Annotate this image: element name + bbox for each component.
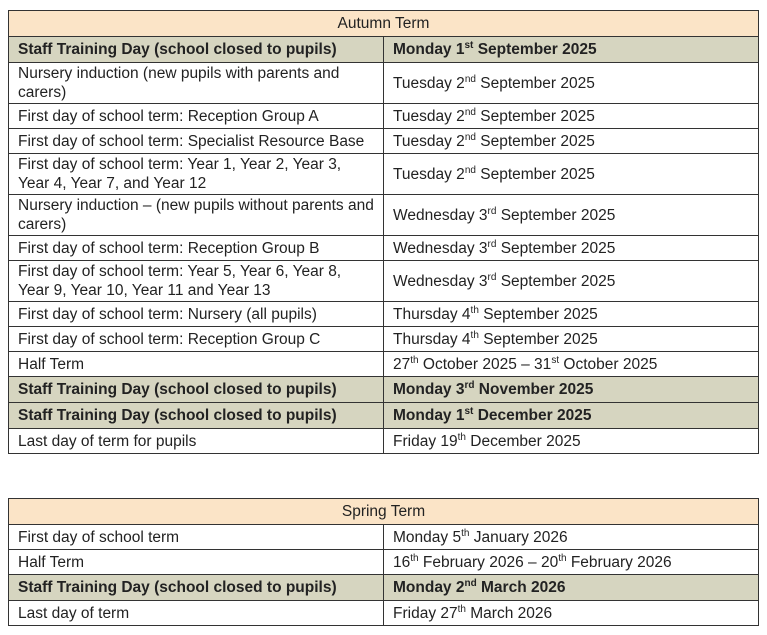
event-cell: First day of school term: Reception Group A: [9, 104, 384, 129]
table-header-row: [9, 11, 759, 37]
event-cell: First day of school term: Year 1, Year 2, Year 3, Year 4, Year 7, and Year 12: [9, 154, 384, 195]
date-cell: Thursday 4th September 2025: [384, 327, 759, 352]
table-header-row: [9, 499, 759, 525]
table-row: [9, 352, 759, 377]
date-cell: Friday 27th March 2026: [384, 601, 759, 626]
date-cell: Wednesday 3rd September 2025: [384, 236, 759, 261]
table-row: [9, 302, 759, 327]
event-cell: Nursery induction – (new pupils without parents and carers): [9, 195, 384, 236]
table-row: [9, 327, 759, 352]
table-row: [9, 154, 759, 195]
event-cell: Half Term: [9, 550, 384, 575]
event-cell: First day of school term: Specialist Resource Base: [9, 129, 384, 154]
table-row: [9, 429, 759, 454]
table-row: [9, 601, 759, 626]
spring-term-title: Spring Term: [9, 499, 759, 525]
table-row: [9, 261, 759, 302]
table-row: [9, 37, 759, 63]
date-cell: Monday 1st September 2025: [384, 37, 759, 63]
table-row: [9, 195, 759, 236]
date-cell: Tuesday 2nd September 2025: [384, 154, 759, 195]
date-cell: Monday 2nd March 2026: [384, 575, 759, 601]
event-cell: Last day of term for pupils: [9, 429, 384, 454]
date-cell: 16th February 2026 – 20th February 2026: [384, 550, 759, 575]
date-cell: Monday 3rd November 2025: [384, 377, 759, 403]
event-cell: First day of school term: Nursery (all pupils): [9, 302, 384, 327]
date-cell: Monday 1st December 2025: [384, 403, 759, 429]
autumn-term-title: Autumn Term: [9, 11, 759, 37]
date-cell: Monday 5th January 2026: [384, 525, 759, 550]
table-row: [9, 550, 759, 575]
date-cell: Thursday 4th September 2025: [384, 302, 759, 327]
date-cell: Tuesday 2nd September 2025: [384, 104, 759, 129]
table-row: [9, 377, 759, 403]
table-row: [9, 403, 759, 429]
date-cell: Wednesday 3rd September 2025: [384, 261, 759, 302]
table-row: [9, 525, 759, 550]
date-cell: Tuesday 2nd September 2025: [384, 63, 759, 104]
event-cell: First day of school term: Reception Group B: [9, 236, 384, 261]
event-cell: Nursery induction (new pupils with parents and carers): [9, 63, 384, 104]
date-cell: Tuesday 2nd September 2025: [384, 129, 759, 154]
table-row: [9, 236, 759, 261]
table-row: [9, 575, 759, 601]
event-cell: Staff Training Day (school closed to pupils): [9, 377, 384, 403]
event-cell: First day of school term: Year 5, Year 6, Year 8, Year 9, Year 10, Year 11 and Year 13: [9, 261, 384, 302]
event-cell: Staff Training Day (school closed to pupils): [9, 403, 384, 429]
event-cell: Half Term: [9, 352, 384, 377]
date-cell: Wednesday 3rd September 2025: [384, 195, 759, 236]
event-cell: Last day of term: [9, 601, 384, 626]
table-row: [9, 129, 759, 154]
event-cell: First day of school term: [9, 525, 384, 550]
date-cell: 27th October 2025 – 31st October 2025: [384, 352, 759, 377]
table-row: [9, 63, 759, 104]
event-cell: Staff Training Day (school closed to pupils): [9, 37, 384, 63]
spring-term-table: [8, 498, 759, 626]
autumn-term-table: [8, 10, 759, 454]
table-row: [9, 104, 759, 129]
event-cell: First day of school term: Reception Group C: [9, 327, 384, 352]
date-cell: Friday 19th December 2025: [384, 429, 759, 454]
event-cell: Staff Training Day (school closed to pupils): [9, 575, 384, 601]
